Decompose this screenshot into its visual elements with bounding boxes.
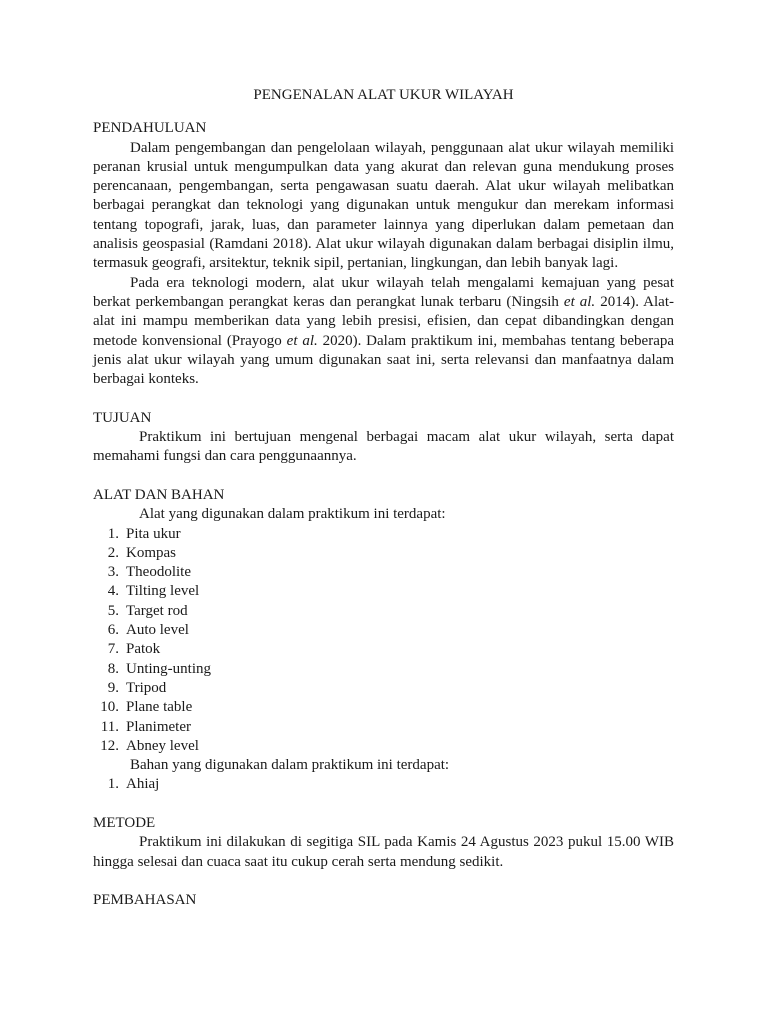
document-title: PENGENALAN ALAT UKUR WILAYAH	[253, 87, 514, 103]
et-al-1: et al.	[563, 293, 596, 310]
pendahuluan-paragraph-1: Dalam pengembangan dan pengelolaan wilayah, penggunaan alat ukur wilayah memiliki peranan krusial untuk mengumpulkan data yang akurat dan relevan guna mendukung proses perencanaan, pengembangan, serta pengawasan suatu daerah. Alat ukur wilayah melibatkan berbagai perangkat dan teknologi yang digunakan untuk mengukur dan merekam informasi tentang topografi, jarak, luas, dan parameter lainnya yang diperlukan dalam pemetaan dan analisis geospasial (Ramdani 2018). Alat ukur wilayah digunakan dalam berbagai disiplin ilmu, termasuk geografi, arsitektur, teknik sipil, pertanian, lingkungan, dan lebih banyak lagi.	[93, 139, 674, 272]
list-item-text: Kompas	[126, 544, 176, 561]
list-item	[93, 679, 674, 698]
list-item-number: 5.	[107, 602, 119, 619]
list-item	[93, 621, 674, 640]
list-item-text: Tripod	[126, 679, 167, 696]
list-item-number: 6.	[107, 622, 119, 639]
list-item-number: 7.	[107, 641, 119, 658]
list-item-text: Patok	[126, 641, 161, 658]
list-item-text: Planimeter	[126, 718, 191, 735]
metode-paragraph: Praktikum ini dilakukan di segitiga SIL pada Kamis 24 Agustus 2023 pukul 15.00 WIB hingga selesai dan cuaca saat itu cukup cerah serta mendung sedikit.	[93, 834, 674, 870]
list-item	[93, 640, 674, 659]
list-item-text: Abney level	[126, 737, 199, 754]
list-item-text: Ahiaj	[126, 776, 160, 793]
alat-intro: Alat yang digunakan dalam praktikum ini terdapat:	[139, 506, 446, 523]
list-item-text: Plane table	[126, 699, 193, 716]
list-item	[93, 563, 674, 582]
heading-pembahasan: PEMBAHASAN	[93, 892, 197, 909]
list-item-number: 9.	[107, 679, 119, 696]
list-item-number: 10.	[100, 699, 119, 716]
list-item-number: 11.	[100, 718, 119, 735]
tujuan-paragraph: Praktikum ini bertujuan mengenal berbagai macam alat ukur wilayah, serta dapat memahami fungsi dan cara penggunaannya.	[93, 429, 674, 465]
heading-pendahuluan: PENDAHULUAN	[93, 120, 207, 137]
list-item	[93, 775, 674, 794]
list-item-number: 8.	[107, 660, 119, 677]
list-item-number: 1.	[107, 776, 119, 793]
list-item	[93, 698, 674, 717]
p2-text-b: 2014). Alat-alat ini mampu memberikan data yang lebih presisi, efisien, dan cepat dibandingkan dengan metode konvensional (Prayogo	[93, 293, 674, 349]
list-item	[93, 737, 674, 756]
list-item-text: Auto level	[126, 622, 189, 639]
list-item-number: 4.	[107, 583, 119, 600]
heading-tujuan: TUJUAN	[93, 409, 152, 426]
list-item-text: Pita ukur	[126, 525, 181, 542]
list-item-text: Unting-unting	[126, 660, 211, 677]
bahan-intro: Bahan yang digunakan dalam praktikum ini terdapat:	[130, 757, 450, 774]
list-item-number: 3.	[107, 564, 119, 581]
list-item	[93, 660, 674, 679]
list-item-text: Target rod	[126, 602, 188, 619]
alat-list	[93, 525, 674, 757]
heading-alat-bahan: ALAT DAN BAHAN	[93, 486, 225, 503]
list-item-text: Theodolite	[126, 564, 191, 581]
bahan-list	[93, 775, 674, 794]
pendahuluan-paragraph-2	[93, 274, 674, 390]
list-item	[93, 602, 674, 621]
list-item-number: 2.	[107, 544, 119, 561]
list-item	[93, 582, 674, 601]
et-al-2: et al.	[286, 332, 318, 349]
list-item	[93, 525, 674, 544]
list-item	[93, 544, 674, 563]
list-item	[93, 718, 674, 737]
list-item-text: Tilting level	[126, 583, 200, 600]
p2-text-c: 2020). Dalam praktikum ini, membahas tentang beberapa jenis alat ukur wilayah yang umum digunakan saat ini, serta relevansi dan manfaatnya dalam berbagai konteks.	[93, 332, 675, 388]
p2-text-a: Pada era teknologi modern, alat ukur wilayah telah mengalami kemajuan yang pesat berkat perkembangan perangkat keras dan perangkat lunak terbaru (Ningsih	[93, 274, 674, 310]
list-item-number: 1.	[107, 525, 119, 542]
heading-metode: METODE	[93, 814, 156, 831]
list-item-number: 12.	[100, 737, 119, 754]
